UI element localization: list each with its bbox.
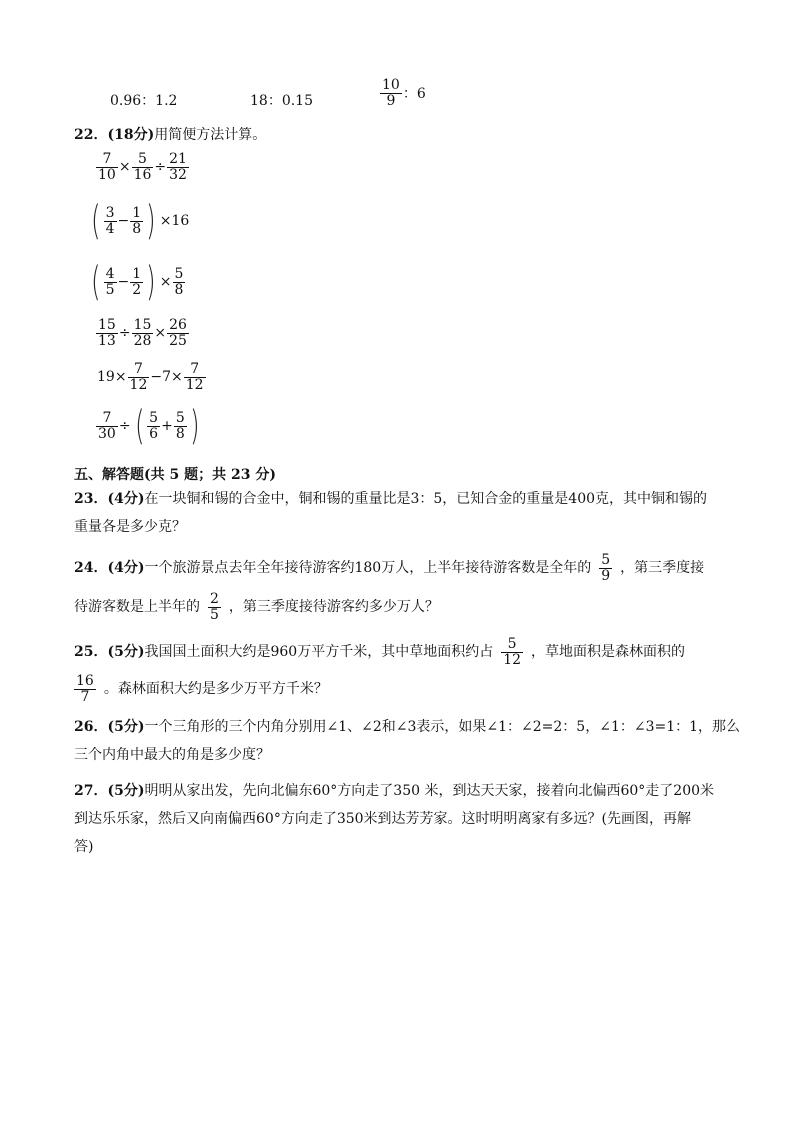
question-23-line-1: 23．(4分)在一块铜和锡的合金中，铜和锡的重量比是3：5，已知合金的重量是400克，其中铜和锡的	[74, 491, 708, 507]
q22-expression-3: ( $\frac{4}{5}$ − $\frac{1}{2}$ ) × $\frac{5}{8}$	[91, 259, 184, 305]
ratio-2: 18：0.15	[250, 93, 313, 109]
question-23-line-2: 重量各是多少克？	[74, 519, 186, 535]
q22-expression-1: $\frac{7}{10}$ × $\frac{5}{16}$ ÷ $\frac{21}{32}$	[98, 151, 187, 183]
question-24-line-1: 24．(4分)一个旅游景点去年全年接待游客约180万人，上半年接待游客数是全年的 $\frac{5}{9}$ ，第三季度接	[74, 552, 705, 584]
q22-expression-6: $\frac{7}{30}$ ÷ ( $\frac{5}{6}$ + $\frac{5}{8}$ )	[98, 403, 200, 449]
q22-expression-4: $\frac{15}{13}$ ÷ $\frac{15}{28}$ × $\frac{26}{25}$	[98, 317, 187, 349]
question-27-line-2: 到达乐乐家，然后又向南偏西60°方向走了350米到达芳芳家。这时明明离家有多远？(先画图，再解	[74, 811, 691, 827]
q22-expression-5: 19× $\frac{7}{12}$ −7× $\frac{7}{12}$	[97, 361, 204, 393]
question-27-line-1: 27．(5分)明明从家出发，先向北偏东60°方向走了350 米，到达天天家，接着向北偏西60°走了200米	[74, 783, 715, 799]
question-24-line-2: 待游客数是上半年的 $\frac{2}{5}$ ，第三季度接待游客约多少万人？	[74, 591, 439, 623]
question-27-line-3: 答)	[74, 839, 94, 855]
ratio-1: 0.96：1.2	[110, 93, 178, 109]
question-25-line-1: 25．(5分)我国国土面积大约是960万平方千米，其中草地面积约占 $\frac{5}{12}$ ，草地面积是森林面积的	[74, 636, 686, 668]
ratio-3-fraction: $\frac{10}{9}$	[382, 77, 400, 109]
question-25-line-2: $\frac{16}{7}$ 。森林面积大约是多少万平方千米？	[76, 673, 328, 705]
ratio-3: $\frac{10}{9}$ ：6	[382, 77, 426, 109]
section-5-title: 五、解答题(共 5 题；共 23 分)	[74, 467, 276, 483]
question-22-header: 22．(18分)用简便方法计算。	[74, 127, 267, 143]
question-26-line-1: 26．(5分)一个三角形的三个内角分别用∠1、∠2和∠3表示，如果∠1：∠2=2：5，∠1：∠3=1：1，那么	[74, 719, 741, 735]
q22-expression-2: ( $\frac{3}{4}$ − $\frac{1}{8}$ ) ×16	[91, 198, 190, 244]
question-26-line-2: 三个内角中最大的角是多少度？	[74, 747, 270, 763]
